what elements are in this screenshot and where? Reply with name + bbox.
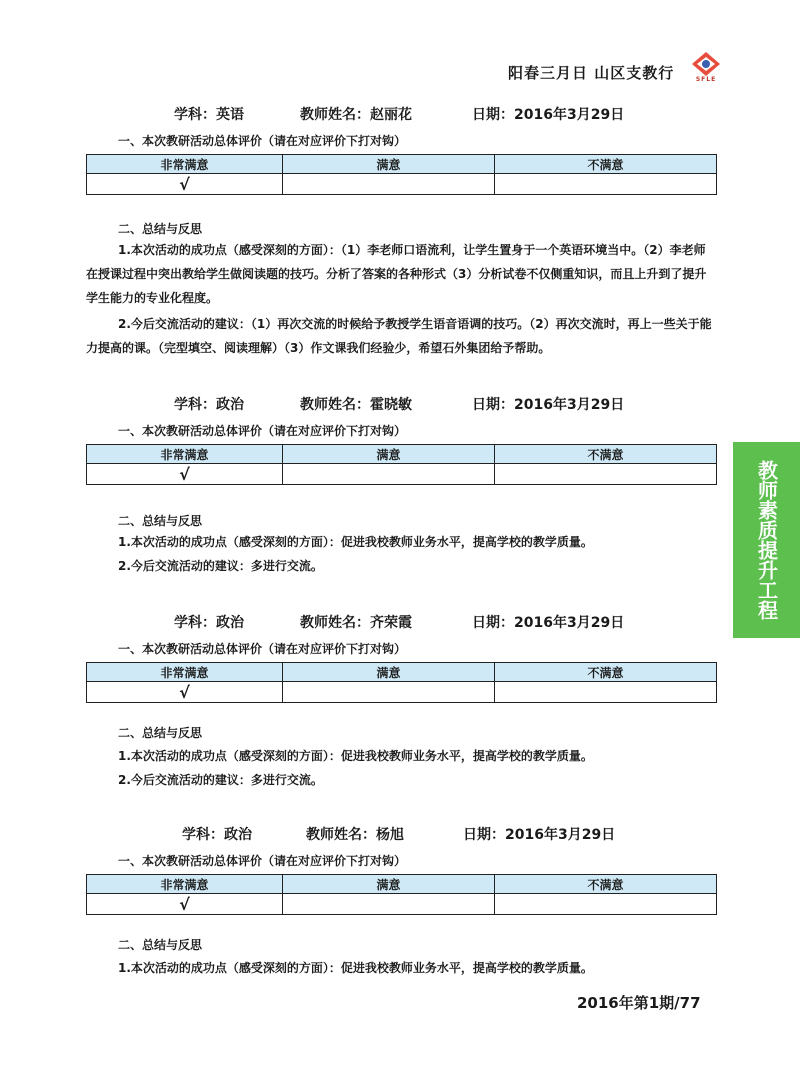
column-unsatisfied: 不满意 <box>495 155 717 174</box>
cell-satisfied[interactable] <box>283 174 495 195</box>
suggestions: 2.今后交流活动的建议：多进行交流。 <box>118 773 323 787</box>
logo-text: SFLE <box>695 76 717 83</box>
check-mark-icon: √ <box>179 894 190 914</box>
cell-very-satisfied[interactable] <box>87 174 283 195</box>
evaluation-section-4 <box>0 824 800 984</box>
evaluation-table <box>86 444 717 485</box>
cell-satisfied[interactable] <box>283 894 495 915</box>
cell-unsatisfied[interactable] <box>495 682 717 703</box>
subject-label: 学科：英语 <box>174 107 244 123</box>
info-line <box>0 394 800 414</box>
teacher-name: 教师姓名：赵丽花 <box>300 107 412 123</box>
teacher-name: 教师姓名：杨旭 <box>306 827 404 843</box>
date-label: 日期：2016年3月29日 <box>463 827 616 843</box>
cell-very-satisfied[interactable] <box>87 894 283 915</box>
date-label: 日期：2016年3月29日 <box>472 107 625 123</box>
evaluation-title: 一、本次教研活动总体评价（请在对应评价下打对钩） <box>118 854 407 868</box>
page-number: 2016年第1期/77 <box>577 994 701 1012</box>
cell-unsatisfied[interactable] <box>495 174 717 195</box>
evaluation-table <box>86 154 717 195</box>
info-line <box>0 824 800 844</box>
evaluation-title: 一、本次教研活动总体评价（请在对应评价下打对钩） <box>118 642 407 656</box>
column-very-satisfied: 非常满意 <box>87 663 283 682</box>
info-line <box>0 104 800 124</box>
success-points: 1.本次活动的成功点（感受深刻的方面）：促进我校教师业务水平，提高学校的教学质量。 <box>118 961 593 975</box>
evaluation-section-3 <box>0 612 800 802</box>
subject-label: 学科：政治 <box>174 615 244 631</box>
column-satisfied: 满意 <box>283 445 495 464</box>
date-label: 日期：2016年3月29日 <box>472 615 625 631</box>
evaluation-section-1 <box>0 104 800 364</box>
check-mark-icon: √ <box>179 174 190 194</box>
check-mark-icon: √ <box>179 682 190 702</box>
column-satisfied: 满意 <box>283 663 495 682</box>
teacher-name: 教师姓名：霍晓敏 <box>300 397 412 413</box>
check-mark-icon: √ <box>179 464 190 484</box>
column-unsatisfied: 不满意 <box>495 663 717 682</box>
column-satisfied: 满意 <box>283 155 495 174</box>
cell-very-satisfied[interactable] <box>87 464 283 485</box>
evaluation-table <box>86 874 717 915</box>
summary-title: 二、总结与反思 <box>118 938 203 952</box>
subject-label: 学科：政治 <box>174 397 244 413</box>
summary-title: 二、总结与反思 <box>118 222 203 236</box>
sidebar-text: 教师素质提升工程 <box>754 460 779 620</box>
info-line <box>0 612 800 632</box>
evaluation-title: 一、本次教研活动总体评价（请在对应评价下打对钩） <box>118 424 407 438</box>
cell-satisfied[interactable] <box>283 682 495 703</box>
column-very-satisfied: 非常满意 <box>87 445 283 464</box>
column-unsatisfied: 不满意 <box>495 875 717 894</box>
success-points: 1.本次活动的成功点（感受深刻的方面）：促进我校教师业务水平，提高学校的教学质量。 <box>118 749 593 763</box>
cell-satisfied[interactable] <box>283 464 495 485</box>
cell-unsatisfied[interactable] <box>495 894 717 915</box>
evaluation-section-2 <box>0 394 800 584</box>
header-title: 阳春三月日 山区支教行 <box>508 64 675 82</box>
suggestions: 2.今后交流活动的建议：（1）再次交流的时候给予教授学生语音语调的技巧。（2）再次交流时，再上一些关于能力提高的课。（完型填空、阅读理解）（3）作文课我们经验少，希望石外集团给予帮助。 <box>86 317 712 355</box>
suggestions: 2.今后交流活动的建议：多进行交流。 <box>118 559 323 573</box>
sidebar-banner <box>733 442 800 638</box>
success-points: 1.本次活动的成功点（感受深刻的方面）：（1）李老师口语流利，让学生置身于一个英语环境当中。（2）李老师在授课过程中突出教给学生做阅读题的技巧。分析了答案的各种形式（3）分析试卷不仅侧重知识，而且上升到了提升学生能力的专业化程度。 <box>86 243 707 305</box>
success-points: 1.本次活动的成功点（感受深刻的方面）：促进我校教师业务水平，提高学校的教学质量。 <box>118 535 593 549</box>
summary-title: 二、总结与反思 <box>118 726 203 740</box>
column-unsatisfied: 不满意 <box>495 445 717 464</box>
cell-very-satisfied[interactable] <box>87 682 283 703</box>
column-satisfied: 满意 <box>283 875 495 894</box>
date-label: 日期：2016年3月29日 <box>472 397 625 413</box>
column-very-satisfied: 非常满意 <box>87 875 283 894</box>
column-very-satisfied: 非常满意 <box>87 155 283 174</box>
evaluation-title: 一、本次教研活动总体评价（请在对应评价下打对钩） <box>118 134 407 148</box>
cell-unsatisfied[interactable] <box>495 464 717 485</box>
teacher-name: 教师姓名：齐荣霞 <box>300 615 412 631</box>
subject-label: 学科：政治 <box>182 827 252 843</box>
summary-title: 二、总结与反思 <box>118 514 203 528</box>
evaluation-table <box>86 662 717 703</box>
